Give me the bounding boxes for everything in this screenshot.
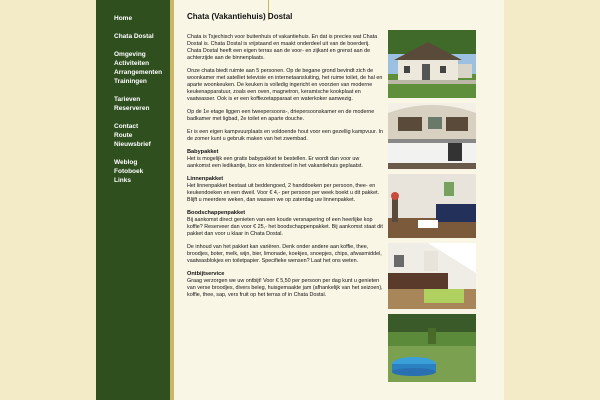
menu-item-omgeving[interactable]: Omgeving (114, 51, 146, 58)
baby-package-heading: Babypakket (187, 149, 219, 155)
menu-item-contact[interactable]: Contact (114, 123, 139, 130)
bedroom-photo[interactable] (388, 243, 476, 309)
menu-item-links[interactable]: Links (114, 177, 131, 184)
menu-item-chata-dostal[interactable]: Chata Dostal (114, 33, 154, 40)
menu-item-trainingen[interactable]: Trainingen (114, 78, 147, 85)
menu-item-reserveren[interactable]: Reserveren (114, 105, 150, 112)
menu-item-activiteiten[interactable]: Activiteiten (114, 60, 150, 67)
kitchen-photo[interactable] (388, 103, 476, 169)
first-floor-paragraph: Op de 1e etage liggen een tweepersoons-, driepersoonskamer en de moderne badkamer met ligbad, 2e toilet en aparte douche. (187, 109, 375, 122)
menu-item-arrangementen[interactable]: Arrangementen (114, 69, 163, 76)
menu-item-tarieven[interactable]: Tarieven (114, 96, 141, 103)
house-exterior-photo[interactable] (388, 30, 476, 98)
sidebar (96, 0, 170, 400)
linen-package-text: Het linnenpakket bestaat uit beddengoed, 2 handdoeken per persoon, thee- en keukendoeken en een dweil. Voor € 4,- per persoon per week boekt u dit pakket. Blijft u meerdere weken, dan wassen we op zaterdag uw linnenpakket. (187, 183, 380, 203)
sidebar-accent-bar (170, 0, 174, 400)
groceries-contents-text: De inhoud van het pakket kan variëren. Denk onder andere aan koffie, thee, broodjes, boter, melk, wijn, bier, limonade, koekjes, snoepjes, chips, afwasmiddel, vaatwasblokjes en toiletpapier. Specifieke wensen? Laat het ons weten. (187, 244, 382, 264)
breakfast-service-heading: Ontbijtservice (187, 271, 225, 277)
baby-package-text: Het is mogelijk een gratis babypakket te bestellen. Er wordt dan voor uw aankomst een ledikantje, box en kinderstoel in het vakantiehuis geplaatst. (187, 156, 363, 169)
page-title: Chata (Vakantiehuis) Dostal (187, 12, 293, 21)
menu-item-fotoboek[interactable]: Fotoboek (114, 168, 144, 175)
groceries-package-text: Bij aankomst direct genieten van een koude versnapering of een heerlijke kop koffie? Reserveer dan voor € 25,- het boodschappenpakket. Bij aankomst staat dit pakket dan voor u klaar in Chata Dostal. (187, 217, 383, 237)
intro-paragraph: Chata is Tsjechisch voor buitenhuis of vakantiehuis. En dat is precies wat Chata Dostal is. Chata Dostal is vrijstaand en maakt onderdeel uit van de boerderij. Chata Dostal heeft een eigen terras aan de voor- en zijkant en grenst aan de achterzijde aan de binnenplaats. (187, 34, 378, 61)
campfire-paragraph: Er is een eigen kampvuurplaats en voldoende hout voor een gezellig kampvuur. In de zomer kunt u gebruik maken van het zwembad. (187, 129, 383, 142)
photo-column (388, 30, 476, 387)
groceries-package-heading: Boodschappenpakket (187, 210, 246, 216)
living-room-photo[interactable] (388, 174, 476, 238)
menu-item-nieuwsbrief[interactable]: Nieuwsbrief (114, 141, 151, 148)
menu-item-home[interactable]: Home (114, 15, 133, 22)
breakfast-service-text: Graag verzorgen we uw ontbijt! Voor € 5,50 per persoon per dag kunt u genieten van verse broodjes, divers beleg, huisgemaakte jam (afhankelijk van het seizoen), koffie, thee, sap, vers fruit op het terras of in Chata Dostal. (187, 278, 383, 298)
linen-package-heading: Linnenpakket (187, 176, 224, 182)
ground-floor-paragraph: Onze chata biedt ruimte aan 5 personen. Op de begane grond bevindt zich de woonkamer met satelliet televisie en internetaansluiting, het ruime toilet, de hal en aparte woonkeuken. De keuken is volledig ingericht en voorzien van moderne keukenapparatuur, zoals een oven, magnetron, keramische kookplaat en vaatwasser. Ook is er een koffiezetapparaat en waterkoker aanwezig. (187, 68, 383, 102)
garden-pool-photo[interactable] (388, 314, 476, 382)
menu-item-route[interactable]: Route (114, 132, 133, 139)
menu-item-weblog[interactable]: Weblog (114, 159, 138, 166)
page-container (96, 0, 504, 400)
main-content (187, 12, 383, 305)
